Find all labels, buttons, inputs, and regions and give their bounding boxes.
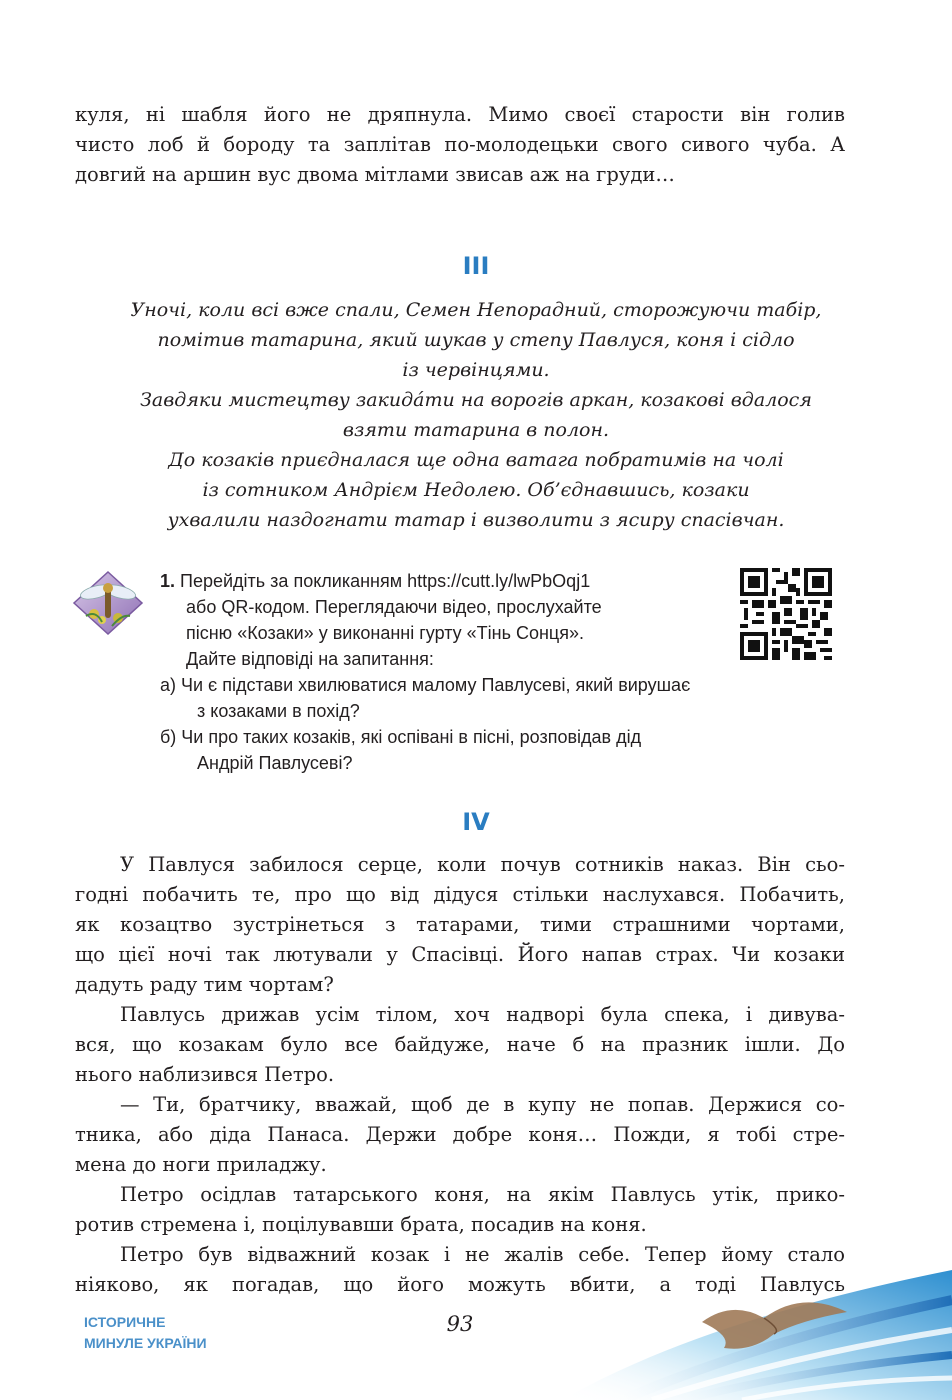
text-line: нього наблизився Петро. <box>75 1063 335 1086</box>
text-line: Петро осідлав татарського коня, на якім Павлусь утік, прико- <box>120 1183 845 1206</box>
question-b: б) Чи про таких козаків, які оспівані в пісні, розповідав дід <box>160 727 642 747</box>
footer-label-line: ІСТОРИЧНЕ <box>84 1314 166 1330</box>
task-questions <box>160 672 840 776</box>
text-line: чисто лоб й бороду та заплітав по-молодецьки свого сивого чуба. А <box>75 133 845 156</box>
text-line: дадуть раду тим чортам? <box>75 973 334 996</box>
text-line: — Ти, братчику, вважай, щоб де в купу не попав. Держися со- <box>120 1093 845 1116</box>
summary-line: взяти татарина в полон. <box>342 419 610 441</box>
summary-line: Уночі, коли всі вже спали, Семен Непорадний, сторожуючи табір, <box>130 299 822 321</box>
text-line: ротив стремена і, поцілувавши брата, посадив на коня. <box>75 1213 647 1236</box>
task-line: Дайте відповіді на запитання: <box>186 649 434 669</box>
section-number-4: IV <box>462 808 490 836</box>
section-number-3: III <box>462 252 490 280</box>
bird-feather-icon <box>502 1260 952 1400</box>
task-number: 1. <box>160 571 176 591</box>
text-line: довгий на аршин вус двома мітлами звисав аж на груди… <box>75 163 675 186</box>
task-line: пісню «Козаки» у виконанні гурту «Тінь Сонця». <box>186 623 585 643</box>
task-line: або QR-кодом. Переглядаючи відео, прослухайте <box>186 597 602 617</box>
summary-line: помітив татарина, який шукав у степу Павлуся, коня і сідло <box>157 329 795 351</box>
qr-code-icon[interactable] <box>740 568 832 660</box>
summary-line: із сотником Андрієм Недолею. Об’єднавшись, козаки <box>202 479 750 501</box>
question-b-cont: Андрій Павлусеві? <box>197 753 353 773</box>
text-line: годні побачить те, про що від дідуся стільки наслухався. Побачить, <box>75 883 845 906</box>
text-line: вся, що козакам було все байдуже, наче б на празник ішли. До <box>75 1033 845 1056</box>
text-line: ніяково, як погадав, що його можуть вбити, а тоді Павлусь <box>75 1273 845 1296</box>
text-line: що цієї ночі так лютували у Спасівці. Його напав страх. Чи козаки <box>75 943 845 966</box>
summary-line: Завдяки мистецтву закида́ти на ворогів аркан, козакові вдалося <box>140 389 812 411</box>
text-line: У Павлуся забилося серце, коли почув сотників наказ. Він сьо- <box>120 853 845 876</box>
text-line: куля, ні шабля його не дряпнула. Мимо своєї старости він голив <box>75 103 845 126</box>
page-number: 93 <box>446 1312 474 1336</box>
text-line: тника, або діда Панаса. Держи добре коня… Пожди, я тобі стре- <box>75 1123 845 1146</box>
text-line: мена до ноги приладжу. <box>75 1153 327 1176</box>
task-line <box>160 568 720 594</box>
dragonfly-icon <box>72 570 144 636</box>
summary-line: До козаків приєдналася ще одна ватага побратимів на чолі <box>168 449 784 471</box>
task-block <box>160 568 720 672</box>
story-paragraph <box>75 850 845 1300</box>
footer-label-line: МИНУЛЕ УКРАЇНИ <box>84 1335 207 1351</box>
question-a: а) Чи є підстави хвилюватися малому Павлусеві, який вирушає <box>160 675 691 695</box>
footer-section-label <box>84 1312 207 1354</box>
section-summary <box>60 295 892 535</box>
text-line: Петро був відважний козак і не жалів себе. Тепер йому стало <box>120 1243 845 1266</box>
task-link-text[interactable]: Перейдіть за покликанням https://cutt.ly/lwPbOqj1 <box>180 571 591 591</box>
summary-line: із червінцями. <box>402 359 550 381</box>
question-a-cont: з козаками в похід? <box>197 701 360 721</box>
text-line: як козацтво зустрінеться з татарами, тими страшними чортами, <box>75 913 845 936</box>
text-line: Павлусь дрижав усім тілом, хоч надворі була спека, і дивува- <box>120 1003 845 1026</box>
summary-line: ухвалили наздогнати татар і визволити з ясиру спасівчан. <box>167 509 785 531</box>
top-paragraph <box>75 100 845 190</box>
